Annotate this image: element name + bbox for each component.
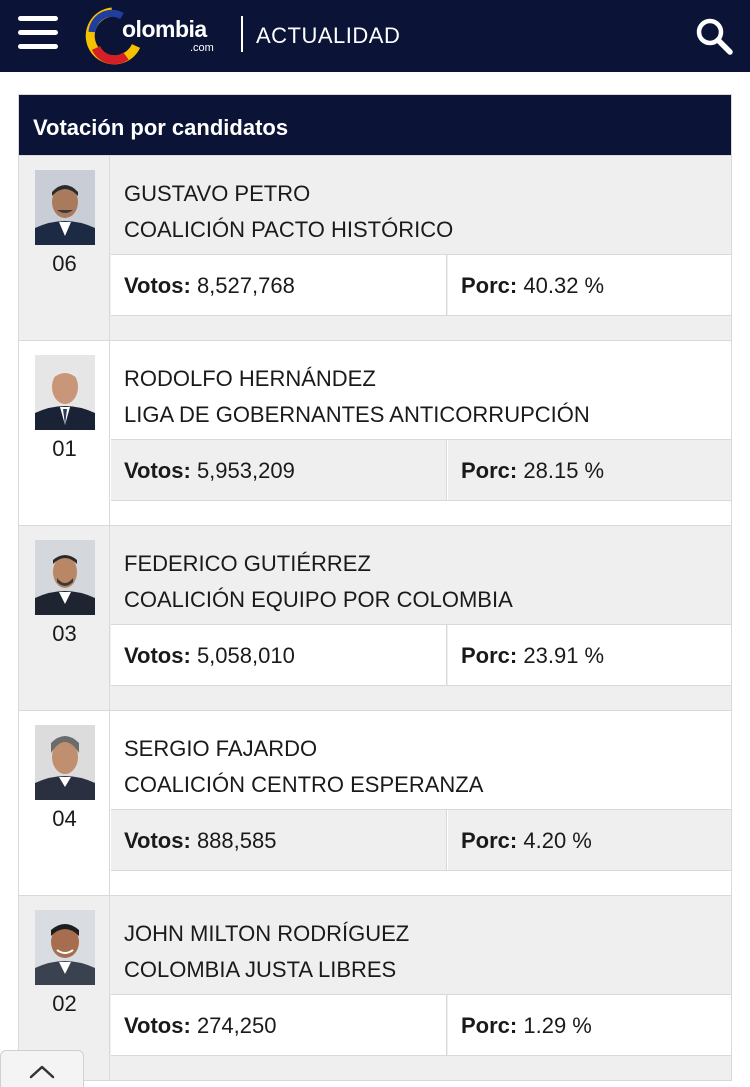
scroll-to-top-button[interactable] — [0, 1050, 84, 1087]
candidate-name: GUSTAVO PETRO — [124, 181, 311, 206]
candidate-percentage — [448, 810, 731, 870]
votes-label: Votos: — [124, 828, 191, 853]
candidate-stats — [111, 994, 731, 1056]
candidate-party: COALICIÓN CENTRO ESPERANZA — [124, 772, 484, 797]
section-title[interactable]: ACTUALIDAD — [256, 23, 401, 48]
percentage-value: 23.91 % — [523, 643, 605, 668]
row-spacer — [111, 317, 731, 340]
candidate-row — [19, 340, 731, 525]
candidate-row — [19, 895, 731, 1080]
percentage-value: 4.20 % — [523, 828, 592, 853]
candidate-stats — [111, 624, 731, 686]
candidate-party: LIGA DE GOBERNANTES ANTICORRUPCIÓN — [124, 402, 590, 427]
candidate-photo-cell — [19, 711, 110, 895]
candidate-number: 06 — [52, 251, 77, 276]
candidate-votes — [111, 995, 447, 1055]
candidate-stats — [111, 439, 731, 501]
candidate-number: 02 — [52, 991, 77, 1016]
votes-value: 8,527,768 — [196, 273, 295, 298]
candidate-row — [19, 710, 731, 895]
votes-label: Votos: — [124, 273, 191, 298]
hamburger-menu-icon[interactable] — [18, 16, 58, 52]
search-icon[interactable] — [694, 16, 734, 56]
candidate-party: COLOMBIA JUSTA LIBRES — [124, 957, 397, 982]
candidate-number: 03 — [52, 621, 77, 646]
candidate-info — [111, 156, 731, 254]
percentage-label: Porc: — [461, 828, 518, 853]
candidate-stats — [111, 809, 731, 871]
votes-label: Votos: — [124, 1013, 191, 1038]
candidate-percentage — [448, 995, 731, 1055]
percentage-label: Porc: — [461, 273, 518, 298]
chevron-up-icon — [29, 1063, 55, 1079]
candidate-stats — [111, 254, 731, 316]
votes-label: Votos: — [124, 458, 191, 483]
candidate-votes — [111, 440, 447, 500]
candidate-name: RODOLFO HERNÁNDEZ — [124, 366, 376, 391]
candidate-number: 04 — [52, 806, 77, 831]
candidate-photo-cell — [19, 526, 110, 710]
candidate-info — [111, 711, 731, 809]
candidate-percentage — [448, 440, 731, 500]
votes-value: 5,058,010 — [196, 643, 295, 668]
candidate-photo — [35, 540, 95, 615]
candidate-party: COALICIÓN EQUIPO POR COLOMBIA — [124, 587, 513, 612]
row-spacer — [111, 687, 731, 710]
candidate-info — [111, 896, 731, 994]
candidate-percentage — [448, 255, 731, 315]
candidate-percentage — [448, 625, 731, 685]
percentage-label: Porc: — [461, 1013, 518, 1038]
candidate-row — [19, 525, 731, 710]
row-spacer — [111, 502, 731, 525]
candidate-row — [19, 155, 731, 340]
candidate-votes — [111, 255, 447, 315]
candidate-name: FEDERICO GUTIÉRREZ — [124, 551, 371, 576]
percentage-label: Porc: — [461, 643, 518, 668]
candidate-votes — [111, 625, 447, 685]
logo-wordmark[interactable]: olombia — [122, 16, 207, 42]
header-divider — [241, 16, 243, 52]
candidate-photo-cell — [19, 341, 110, 525]
logo-domain: .com — [190, 42, 214, 54]
percentage-value: 28.15 % — [523, 458, 605, 483]
candidate-info — [111, 526, 731, 624]
candidate-party: COALICIÓN PACTO HISTÓRICO — [124, 217, 454, 242]
candidate-photo-cell — [19, 156, 110, 340]
results-table-title: Votación por candidatos — [19, 95, 731, 155]
candidate-votes — [111, 810, 447, 870]
votes-value: 5,953,209 — [196, 458, 295, 483]
votes-value: 888,585 — [196, 828, 277, 853]
candidate-number: 01 — [52, 436, 77, 461]
candidate-name: JOHN MILTON RODRÍGUEZ — [124, 921, 410, 946]
candidate-info — [111, 341, 731, 439]
percentage-label: Porc: — [461, 458, 518, 483]
results-table — [18, 94, 732, 1081]
row-spacer — [111, 1057, 731, 1080]
candidate-name: SERGIO FAJARDO — [124, 736, 318, 761]
percentage-value: 40.32 % — [523, 273, 605, 298]
candidate-photo — [35, 725, 95, 800]
candidate-photo — [35, 910, 95, 985]
row-spacer — [111, 872, 731, 895]
candidate-photo — [35, 170, 95, 245]
votes-value: 274,250 — [196, 1013, 277, 1038]
percentage-value: 1.29 % — [523, 1013, 592, 1038]
top-navigation-bar — [0, 0, 750, 72]
candidate-photo — [35, 355, 95, 430]
votes-label: Votos: — [124, 643, 191, 668]
